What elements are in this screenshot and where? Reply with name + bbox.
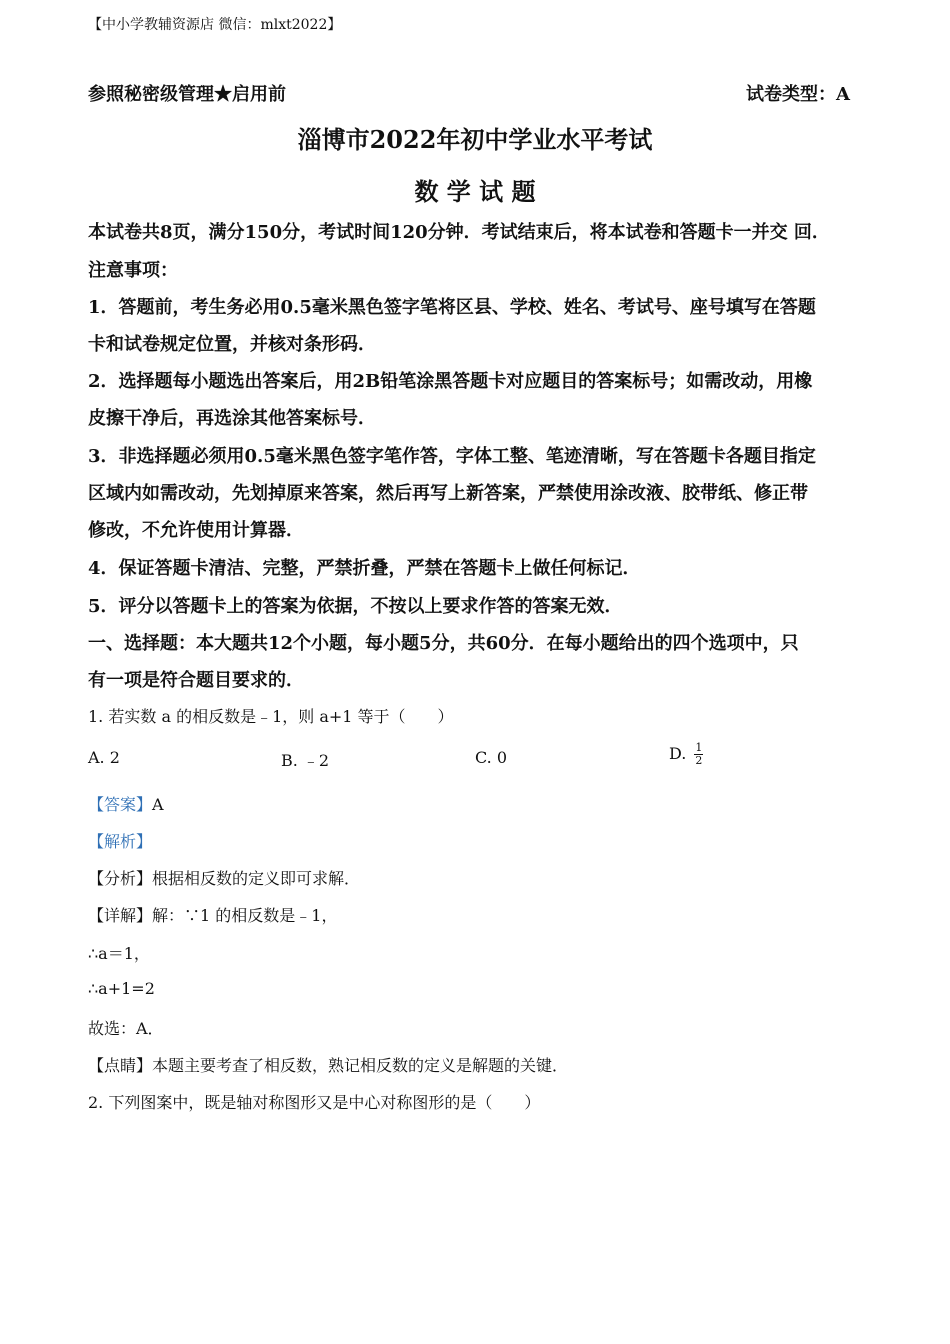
question-1-stem: 1. 若实数 a 的相反数是﹣1，则 a+1 等于（ ）: [88, 707, 454, 726]
source-note: 【中小学教辅资源店 微信：mlxt2022】: [88, 17, 342, 33]
fraction-denominator: 2: [695, 754, 703, 767]
answer-line: [88, 792, 164, 815]
section-heading: 一、选择题：本大题共12个小题，每小题5分，共60分．在每小题给出的四个选项中，只: [88, 633, 799, 654]
notes-heading: 注意事项：: [88, 260, 178, 281]
note-line: 区域内如需改动，先划掉原来答案，然后再写上新答案，严禁使用涂改液、胶带纸、修正带: [88, 483, 808, 504]
exam-title: 淄博市2022年初中学业水平考试: [297, 125, 653, 154]
note-line: 2．选择题每小题选出答案后，用2B铅笔涂黑答题卡对应题目的答案标号；如需改动，用橡: [88, 371, 813, 392]
option-d-label: D.: [669, 744, 687, 763]
xiangjie-tag: 【详解】: [88, 906, 153, 925]
option-a: A. 2: [88, 748, 120, 767]
intro-line: 本试卷共8页，满分150分，考试时间120分钟．考试结束后，将本试卷和答题卡一并交 回．: [88, 222, 830, 243]
dianjing-tag: 【点睛】: [88, 1056, 153, 1075]
option-c: C. 0: [475, 748, 508, 767]
xiangjie-text: 解：∵1 的相反数是﹣1，: [152, 906, 338, 925]
note-line: 卡和试卷规定位置，并核对条形码．: [88, 334, 376, 355]
answer-value: A: [152, 795, 164, 814]
confidentiality-label: 参照秘密级管理★启用前: [88, 84, 286, 105]
fraction-numerator: 1: [695, 741, 703, 754]
subject-title: 数 学 试 题: [414, 177, 536, 206]
xiangjie-line: [88, 903, 337, 926]
section-heading-cont: 有一项是符合题目要求的．: [88, 670, 304, 691]
solution-step: ∴a+1=2: [88, 979, 155, 998]
fenxi-text: 根据相反数的定义即可求解．: [152, 869, 361, 888]
note-line: 5．评分以答题卡上的答案为依据，不按以上要求作答的答案无效．: [88, 596, 623, 617]
question-2-stem: 2. 下列图案中，既是轴对称图形又是中心对称图形的是（ ）: [88, 1093, 541, 1112]
option-d: [669, 742, 703, 767]
note-line: 3．非选择题必须用0.5毫米黑色签字笔作答，字体工整、笔迹清晰，写在答题卡各题目指定: [88, 446, 816, 467]
paper-type-label: 试卷类型：A: [746, 84, 850, 105]
note-line: 皮擦干净后，再选涂其他答案标号．: [88, 408, 376, 429]
analysis-tag: 【解析】: [88, 832, 153, 851]
solution-choice: 故选：A．: [88, 1019, 164, 1038]
dianjing-text: 本题主要考查了相反数，熟记相反数的定义是解题的关键．: [152, 1056, 569, 1075]
dianjing-line: [88, 1053, 568, 1076]
answer-tag: 【答案】: [88, 795, 153, 814]
solution-step: ∴a＝1，: [88, 944, 150, 963]
note-line: 1．答题前，考生务必用0.5毫米黑色签字笔将区县、学校、姓名、考试号、座号填写在答题: [88, 297, 816, 318]
fenxi-tag: 【分析】: [88, 869, 153, 888]
note-line: 修改，不允许使用计算器．: [88, 520, 304, 541]
fenxi-line: [88, 866, 360, 889]
fraction: [694, 742, 703, 767]
note-line: 4．保证答题卡清洁、完整，严禁折叠，严禁在答题卡上做任何标记．: [88, 558, 641, 579]
option-b: B. ﹣2: [281, 751, 330, 770]
